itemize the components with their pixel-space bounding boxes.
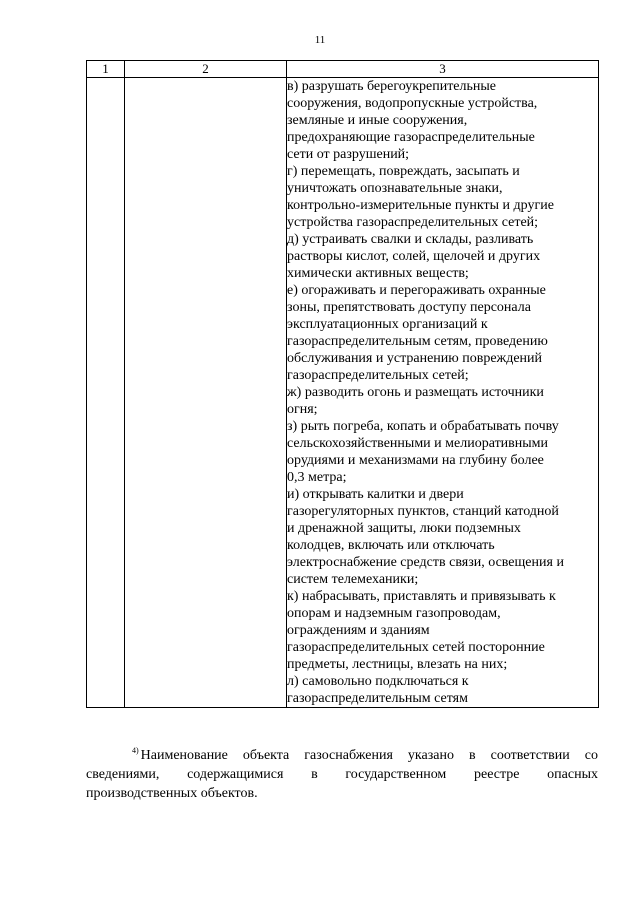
column-header-1: 1 [87, 61, 125, 78]
clause-e: е) огораживать и перегораживать охранные зоны, препятствовать доступу персонала эксплуатационных организаций к газораспределительным сетям, проведению обслуживания и устранению повреждений газораспределительных сетей; [287, 283, 548, 383]
clause-zh: ж) разводить огонь и размещать источники огня; [287, 385, 544, 417]
clause-d: д) устраивать свалки и склады, разливать растворы кислот, солей, щелочей и других химически активных веществ; [287, 232, 541, 281]
table-cell-col-1 [87, 78, 125, 708]
footnote-text: Наименование объекта газоснабжения указано в соответствии со [140, 748, 598, 763]
clause-v: в) разрушать берегоукрепительные сооружения, водопропускные устройства, земляные и иные сооружения, предохраняющие газораспределительные сети от разрушений; [287, 79, 538, 162]
clause-i: и) открывать калитки и двери газорегуляторных пунктов, станций катодной и дренажной защиты, люки подземных колодцев, включать или отключать электроснабжение средств связи, освещения и систем телемеханики; [287, 487, 564, 587]
clause-g: г) перемещать, повреждать, засыпать и уничтожать опознавательные знаки, контрольно-измерительные пункты и другие устройства газораспределительных сетей; [287, 164, 554, 230]
table-header-row [87, 61, 599, 78]
footnote-line: производственных объектов. [86, 786, 258, 801]
footnote-line: сведениями, содержащимися в государственном реестре опасных [86, 767, 598, 782]
table-cell-col-3 [287, 78, 599, 708]
table-cell-col-2 [125, 78, 287, 708]
column-header-2: 2 [125, 61, 287, 78]
restrictions-table [86, 60, 599, 708]
page-number: 11 [314, 34, 326, 46]
footnote-line [86, 741, 598, 765]
column-header-3: 3 [287, 61, 599, 78]
footnote-marker: 4) [132, 746, 139, 755]
footnote [86, 741, 598, 803]
clause-k: к) набрасывать, приставлять и привязывать к опорам и надземным газопроводам, ограждениям и зданиям газораспределительных сетей посторонние предметы, лестницы, влезать на них; [287, 589, 556, 672]
table-row [87, 78, 599, 708]
clause-l: л) самовольно подключаться к газораспределительным сетям [287, 674, 469, 706]
clause-z: з) рыть погреба, копать и обрабатывать почву сельскохозяйственными и мелиоративными орудиями и механизмами на глубину более 0,3 метра; [287, 419, 559, 485]
